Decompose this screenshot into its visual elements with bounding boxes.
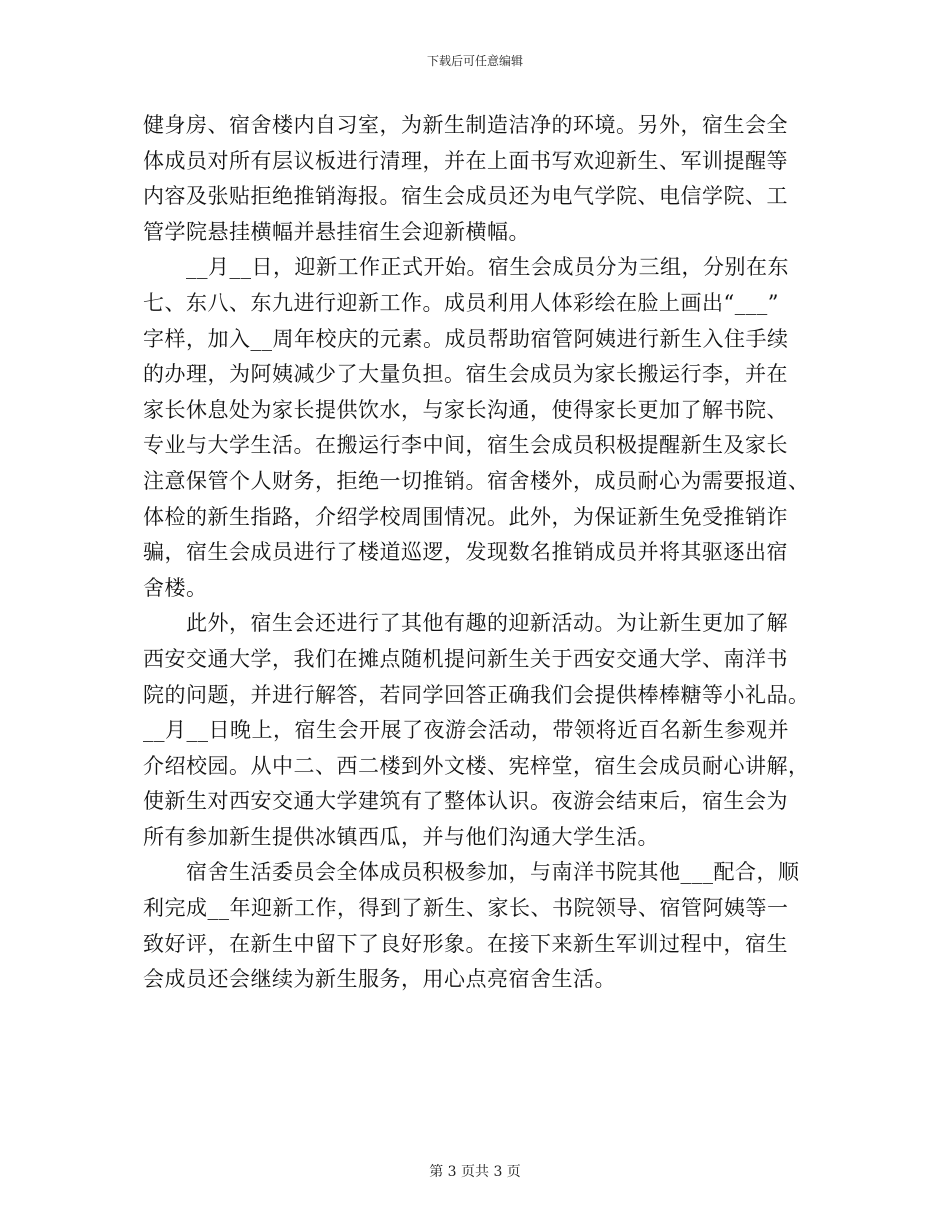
text-line: 管学院悬挂横幅并悬挂宿生会迎新横幅。 <box>143 219 530 244</box>
text-line: __月__日晚上，宿生会开展了夜游会活动，带领将近百名新生参观并 <box>143 718 789 743</box>
text-line: 致好评，在新生中留下了良好形象。在接下来新生军训过程中，宿生 <box>143 931 788 956</box>
text-line: 体成员对所有层议板进行清理，并在上面书写欢迎新生、军训提醒等 <box>143 148 788 173</box>
text-line: 介绍校园。从中二、西二楼到外文楼、宪梓堂，宿生会成员耐心讲解， <box>143 753 810 778</box>
text-line: 家长休息处为家长提供饮水，与家长沟通，使得家长更加了解书院、 <box>143 397 788 422</box>
text-line: 院的问题，并进行解答，若同学回答正确我们会提供棒棒糖等小礼品。 <box>143 682 810 707</box>
text-line: 所有参加新生提供冰镇西瓜，并与他们沟通大学生活。 <box>143 824 659 849</box>
text-line: 会成员还会继续为新生服务，用心点亮宿舍生活。 <box>143 967 616 992</box>
text-line: 宿舍生活委员会全体成员积极参加，与南洋书院其他___配合，顺 <box>143 860 800 885</box>
text-line: 的办理，为阿姨减少了大量负担。宿生会成员为家长搬运行李，并在 <box>143 362 788 387</box>
page-footer: 第 3 页共 3 页 <box>429 1164 521 1180</box>
text-line: 骗，宿生会成员进行了楼道巡逻，发现数名推销成员并将其驱逐出宿 <box>143 540 788 565</box>
text-line: 此外，宿生会还进行了其他有趣的迎新活动。为让新生更加了解 <box>143 611 788 636</box>
text-line: 利完成__年迎新工作，得到了新生、家长、书院领导、宿管阿姨等一 <box>143 896 789 921</box>
text-line: __月__日，迎新工作正式开始。宿生会成员分为三组，分别在东 <box>143 255 789 280</box>
text-line: 注意保管个人财务，拒绝一切推销。宿舍楼外，成员耐心为需要报道、 <box>143 468 810 493</box>
page-header: 下载后可任意编辑 <box>426 54 523 68</box>
document-body <box>143 108 810 998</box>
text-line: 七、东八、东九进行迎新工作。成员利用人体彩绘在脸上画出“___” <box>143 290 779 315</box>
text-line: 使新生对西安交通大学建筑有了整体认识。夜游会结束后，宿生会为 <box>143 789 788 814</box>
text-line: 舍楼。 <box>143 575 208 600</box>
text-line: 西安交通大学，我们在摊点随机提问新生关于西安交通大学、南洋书 <box>143 646 788 671</box>
text-line: 字样，加入__周年校庆的元素。成员帮助宿管阿姨进行新生入住手续 <box>143 326 789 351</box>
text-line: 专业与大学生活。在搬运行李中间，宿生会成员积极提醒新生及家长 <box>143 433 788 458</box>
text-line: 体检的新生指路，介绍学校周围情况。此外，为保证新生免受推销诈 <box>143 504 788 529</box>
text-line: 健身房、宿舍楼内自习室，为新生制造洁净的环境。另外，宿生会全 <box>143 113 788 137</box>
text-line: 内容及张贴拒绝推销海报。宿生会成员还为电气学院、电信学院、工 <box>143 184 788 209</box>
